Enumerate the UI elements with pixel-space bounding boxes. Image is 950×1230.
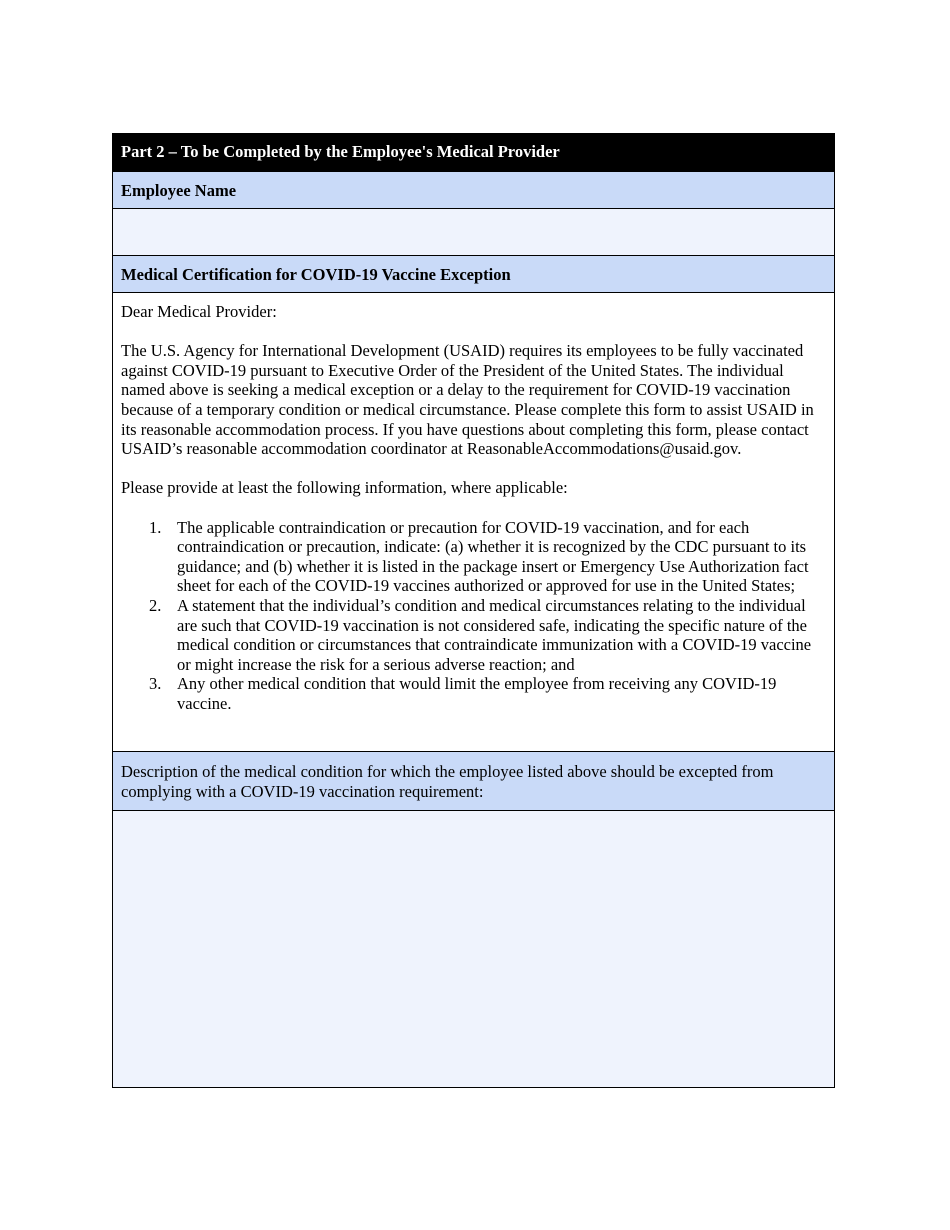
employee-name-label: Employee Name xyxy=(113,171,834,208)
list-item-number: 2. xyxy=(149,595,162,615)
salutation: Dear Medical Provider: xyxy=(121,302,277,321)
medical-certification-form xyxy=(112,133,835,1088)
instructions: Please provide at least the following information, where applicable: xyxy=(121,478,568,498)
certification-heading: Medical Certification for COVID-19 Vaccine Exception xyxy=(113,255,834,292)
intro-paragraph: The U.S. Agency for International Development (USAID) requires its employees to be fully vaccinated against COVID-19 pursuant to Executive Order of the President of the United States. The individual named above is seeking a medical exception or a delay to the requirement for COVID-19 vaccination because of a temporary condition or medical circumstance. Please complete this form to assist USAID in its reasonable accommodation process. If you have questions about completing this form, please contact USAID’s reasonable accommodation coordinator at ReasonableAccommodations@usaid.gov. xyxy=(121,341,814,459)
list-item xyxy=(121,596,826,674)
list-item-text: A statement that the individual’s condition and medical circumstances relating to the individual are such that COVID-19 vaccination is not considered safe, indicating the specific nature of the medical condition or circumstances that contraindicate immunization with a COVID-19 vaccine or might increase the risk for a serious adverse reaction; and xyxy=(177,595,812,674)
letter-body xyxy=(113,292,834,751)
list-item xyxy=(121,674,826,713)
list-item xyxy=(121,518,826,596)
description-prompt: Description of the medical condition for which the employee listed above should be excepted from complying with a COVID-19 vaccination requirement: xyxy=(113,751,834,809)
list-item-number: 3. xyxy=(149,674,162,694)
description-field[interactable] xyxy=(113,810,834,1087)
employee-name-field[interactable] xyxy=(113,208,834,255)
requirements-list xyxy=(121,518,826,714)
list-item-text: Any other medical condition that would limit the employee from receiving any COVID-19 vaccine. xyxy=(177,674,777,713)
part-2-header: Part 2 – To be Completed by the Employee's Medical Provider xyxy=(113,133,834,171)
list-item-number: 1. xyxy=(149,517,162,537)
list-item-text: The applicable contraindication or precaution for COVID-19 vaccination, and for each contraindication or precaution, indicate: (a) whether it is recognized by the CDC pursuant to its guidance; and (b) whether it is listed in the package insert or Emergency Use Authorization fact sheet for each of the COVID-19 vaccines authorized or approved for use in the United States; xyxy=(177,517,809,596)
